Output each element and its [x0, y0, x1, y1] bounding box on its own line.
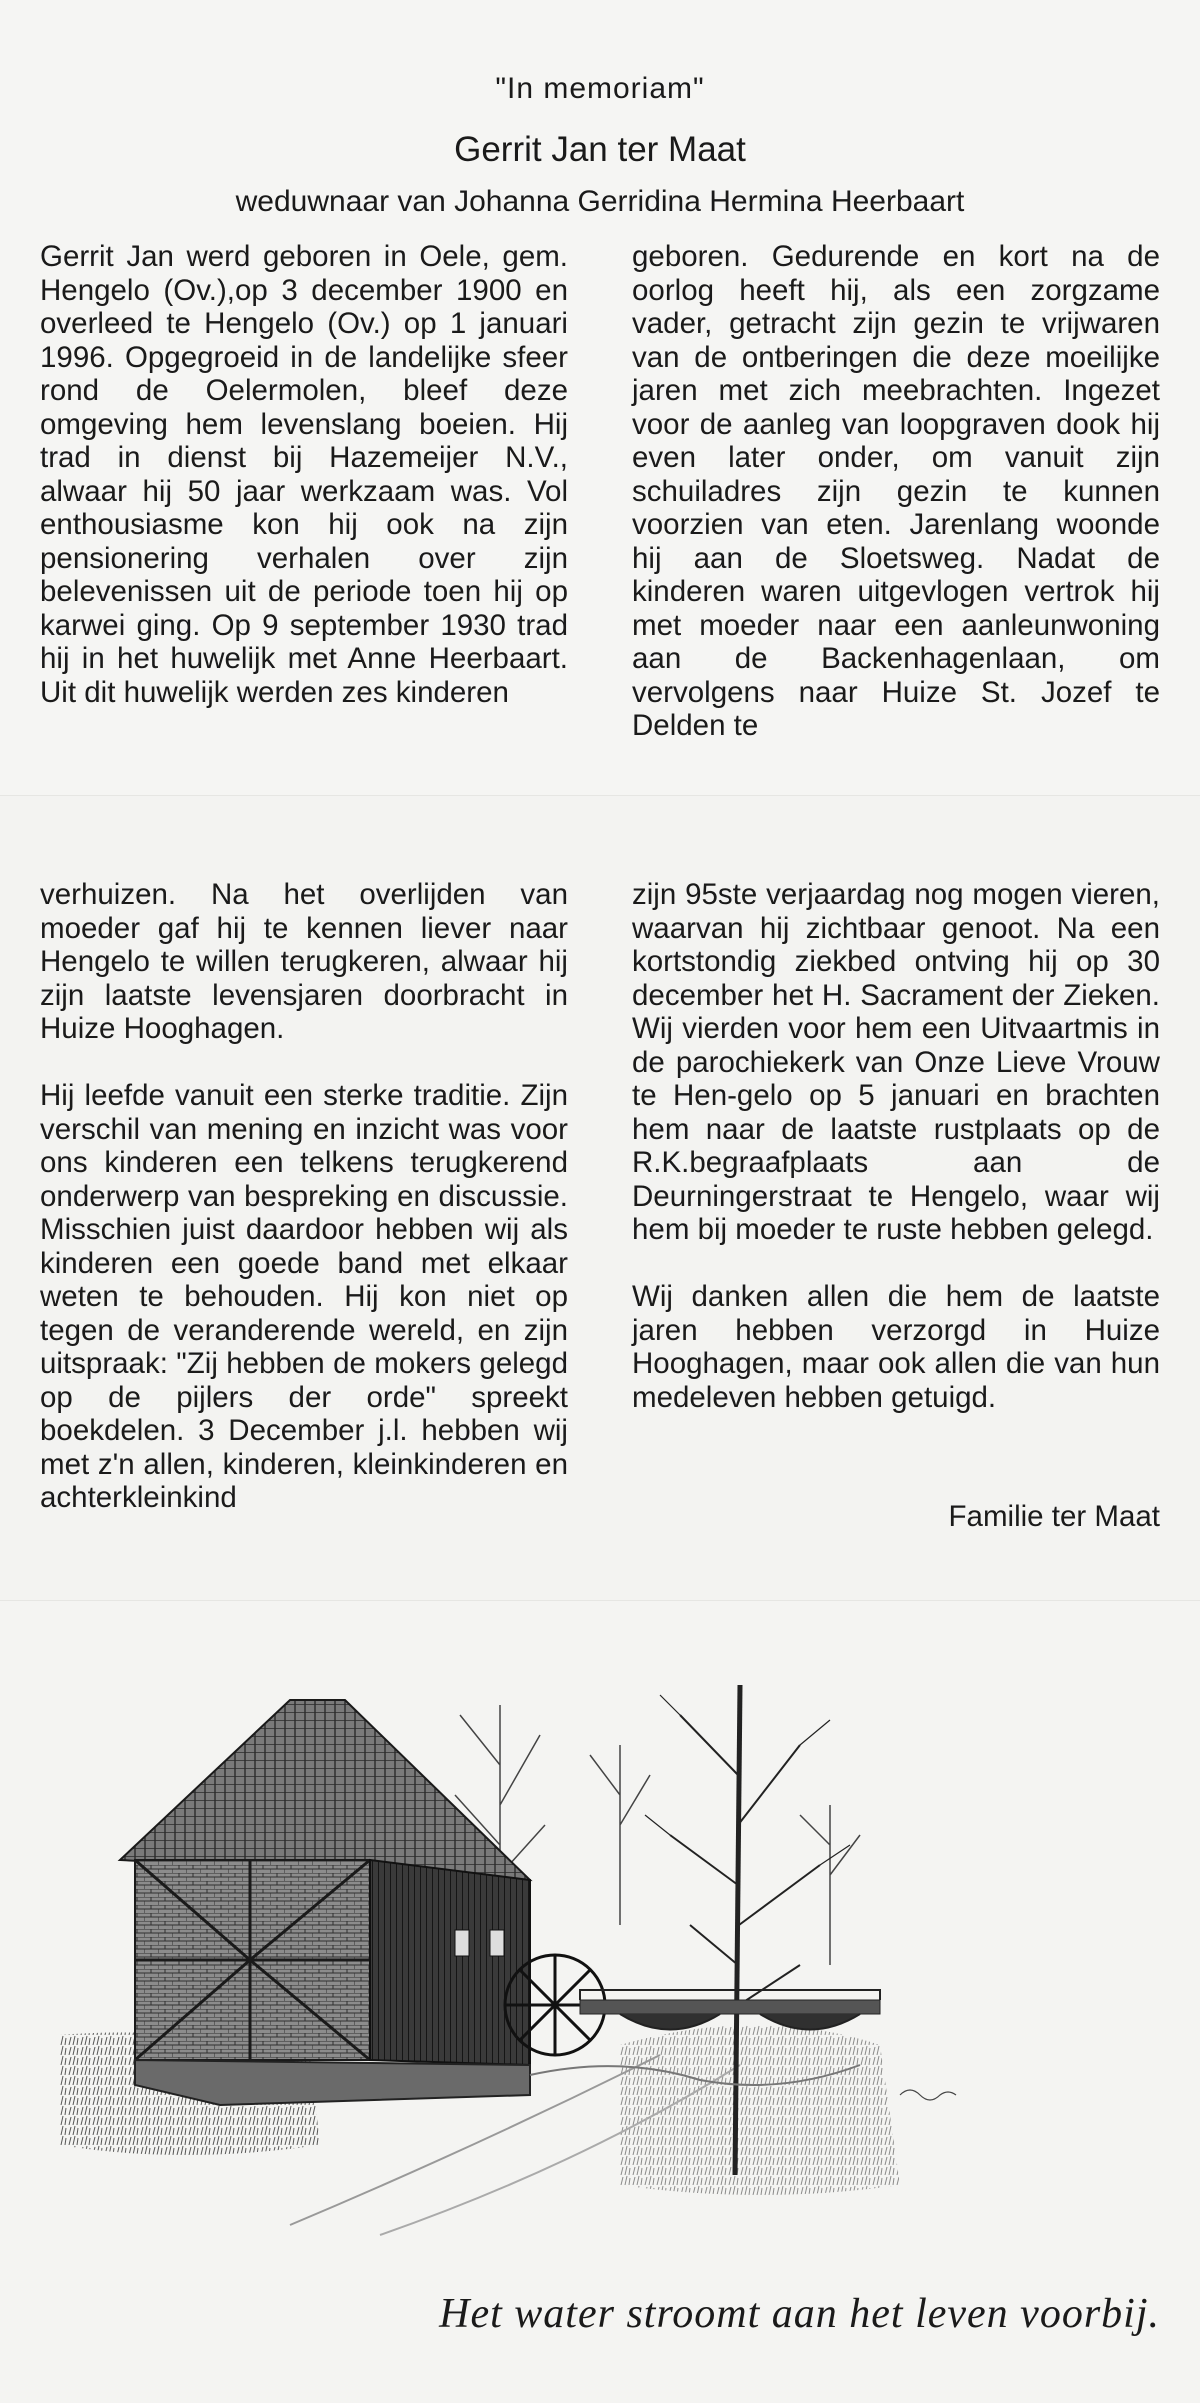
watermill-sketch-icon [60, 1625, 1140, 2245]
family-signature: Familie ter Maat [948, 1500, 1160, 1533]
text-column-left: verhuizen. Na het overlijden van moeder gaf hij te kennen liever naar Hengelo te willen terugkeren, alwaar hij zijn laatste levensjaren doorbracht in Huize Hooghagen. Hij leefde vanuit een sterke traditie. Zijn verschil van mening en inzicht was voor ons kinderen een telkens terugkerend onderwerp van bespreking en discussie. Misschien juist daardoor hebben wij als kinderen een goede band met elkaar weten te behouden. Hij kon niet op tegen de veranderende wereld, en zijn uitspraak: "Zij hebben de mokers gelegd op de pijlers der orde" spreekt boekdelen. 3 December j.l. hebben wij met z'n allen, kinderen, kleinkinderen en achterkleinkind [40, 878, 568, 1514]
in-memoriam-heading: "In memoriam" [495, 72, 705, 105]
card-page-1 [0, 0, 1200, 795]
text-column-right: geboren. Gedurende en kort na de oorlog heeft hij, als een zorgzame vader, getracht zijn gezin te vrijwaren van de ontberingen die deze moeilijke jaren met zich meebrachten. Ingezet voor de aanleg van loopgraven dook hij even later onder, om vanuit zijn schuiladres zijn gezin te kunnen voorzien van eten. Jarenlang woonde hij aan de Sloetsweg. Nadat de kinderen waren uitgevlogen vertrok hij met moeder naar een aanleunwoning aan de Backenhagenlaan, om vervolgens naar Huize St. Jozef te Delden te [632, 240, 1160, 742]
text-column-right: zijn 95ste verjaardag nog mogen vieren, waarvan hij zichtbaar genoot. Na een kortstondig ziekbed ontving hij op 30 december het H. Sacrament der Zieken. Wij vierden voor hem een Uitvaartmis in de parochiekerk van Onze Lieve Vrouw te Hen-gelo op 5 januari en brachten hem naar de laatste rustplaats op de R.K.begraafplaats aan de Deurningerstraat te Hengelo, waar wij hem bij moeder te ruste hebben gelegd. Wij danken allen die hem de laatste jaren hebben verzorgd in Huize Hooghagen, maar ook allen die van hun medeleven hebben getuigd. [632, 878, 1160, 1414]
widower-line: weduwnaar van Johanna Gerridina Hermina Heerbaart [235, 185, 965, 218]
deceased-name: Gerrit Jan ter Maat [454, 130, 746, 169]
caption-quote: Het water stroomt aan het leven voorbij. [439, 2291, 1160, 2337]
text-column-left: Gerrit Jan werd geboren in Oele, gem. Hengelo (Ov.),op 3 december 1900 en overleed te Hengelo (Ov.) op 1 januari 1996. Opgegroeid in de landelijke sfeer rond de Oelermolen, bleef deze omgeving hem levenslang boeien. Hij trad in dienst bij Hazemeijer N.V., alwaar hij 50 jaar werkzaam was. Vol enthousiasme kon hij ook na zijn pensionering verhalen over zijn belevenissen uit de periode toen hij op karwei ging. Op 9 september 1930 trad hij in het huwelijk met Anne Heerbaart. Uit dit huwelijk werden zes kinderen [40, 240, 568, 709]
